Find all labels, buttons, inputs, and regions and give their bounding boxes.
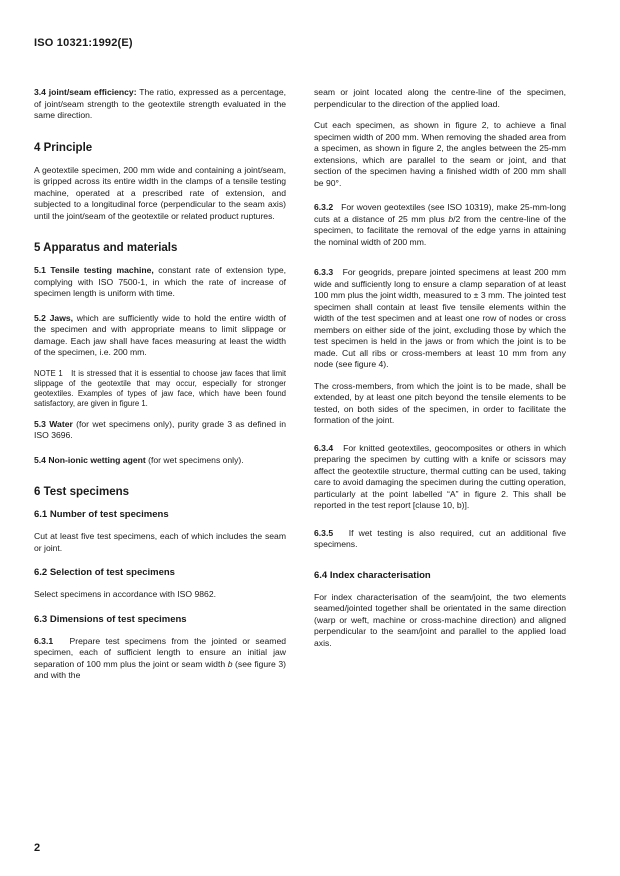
clause-6-3-3-text: For geogrids, prepare jointed specimens at least 200 mm wide and sufficiently long to ensure a clamp separation of at least 100 mm plus the joint width, measured to ± 3 mm. The jointed test specimen shall contain at least five tensile elements within the width of the test specimen and at least one row of nodes or cross members on either side of the joint, excluding those by which the test specimen is held in the jaws or from which the joint is to be made. Cut all ribs or cross-members at least 10 mm from any node (see figure 4).	[314, 267, 566, 369]
note-1-label: NOTE 1	[34, 368, 63, 378]
clause-6-3-3	[314, 267, 566, 371]
clause-6-3-2-var: b	[448, 213, 454, 224]
right-column	[314, 87, 566, 649]
clause-5-1-head: 5.1 Tensile testing machine,	[34, 265, 154, 275]
clause-6-3-5-text: If wet testing is also required, cut an additional five specimens.	[314, 527, 566, 549]
page-number: 2	[34, 842, 41, 854]
clause-6-3-2-head: 6.3.2	[314, 202, 334, 212]
heading-selection-of-specimens: 6.2 Selection of test specimens	[34, 567, 175, 578]
principle-text: A geotextile specimen, 200 mm wide and containing a joint/seam, is gripped across its entire width in the clamps of a tensile testing machine, operated at a prescribed rate of extension, and subjected to a longitudinal force (perpendicular to the seam axis) until the joint/seam of the geotextile or related product ruptures.	[34, 164, 286, 221]
clause-6-3-1-text-b: (see figure 3) and with the	[34, 658, 287, 680]
clause-6-3-1	[34, 636, 286, 682]
clause-6-2-text: Select specimens in accordance with ISO 9862.	[34, 589, 216, 599]
clause-6-3-4	[314, 443, 566, 512]
note-1	[34, 369, 286, 409]
clause-6-3-3-head: 6.3.3	[314, 267, 334, 277]
page-header: ISO 10321:1992(E)	[34, 37, 133, 49]
heading-principle: 4 Principle	[34, 141, 93, 154]
heading-number-of-specimens: 6.1 Number of test specimens	[34, 509, 169, 520]
clause-5-4	[34, 455, 286, 467]
heading-test-specimens: 6 Test specimens	[34, 486, 130, 498]
heading-apparatus: 5 Apparatus and materials	[34, 242, 178, 254]
clause-5-3-head: 5.3 Water	[34, 418, 73, 429]
clause-6-3-2	[314, 202, 566, 248]
heading-index-characterisation: 6.4 Index characterisation	[314, 569, 431, 581]
clause-5-4-text: (for wet specimens only).	[148, 454, 244, 465]
clause-6-3-1-head: 6.3.1	[34, 635, 54, 646]
clause-5-3	[34, 419, 286, 442]
note-1-text: It is stressed that it is essential to choose jaw faces that limit slippage of the geotextile that may occur, especially for stronger geotextiles. Examples of types of jaw face, which have been found satisfactory, are given in figure 1.	[34, 368, 286, 408]
clause-5-3-text: (for wet specimens only), purity grade 3 as defined in ISO 3696.	[34, 418, 286, 440]
cross-members-text: The cross-members, from which the joint is to be made, shall be extended, by at least one pitch beyond the tensile elements to be tested, on both sides of the specimen, in order to facilitate the formation of the joint.	[314, 380, 566, 425]
clause-6-4-text: For index characterisation of the seam/joint, the two elements seamed/jointed together shall be orientated in the same direction (warp or weft, machine or cross-machine direction) and aligned perpendicular to the seam/joint and parallel to the applied load axis.	[314, 591, 566, 648]
clause-5-2-text: which are sufficiently wide to hold the entire width of the specimen and with appropriate means to limit slippage or damage. Each jaw shall have faces measuring at least the width of the specimen, i.e. 200 mm.	[34, 312, 286, 357]
clause-3-4-term: joint/seam efficiency:	[48, 87, 137, 97]
clause-6-3-2-text-b: /2 from the centre-line of the specimen, to facilitate the removal of the edge yarns in attaining the nominal width of 200 mm.	[314, 213, 566, 247]
clause-5-4-head: 5.4 Non-ionic wetting agent	[34, 454, 146, 465]
clause-6-3-5-head: 6.3.5	[314, 527, 334, 538]
clause-6-3-4-text: For knitted geotextiles, geocomposites or others in which preparing the specimen by cutting with a knife or scissors may affect the geotextile structure, thermal cutting can be used, taking care to avoid damaging the specimen during the cutting operation, particularly at the point labelled “A” in figure 2. This shall be reported in the test report [clause 10, b)].	[314, 442, 566, 510]
clause-3-4	[34, 87, 286, 122]
clause-6-3-5	[314, 528, 566, 551]
clause-6-3-2-text-a: For woven geotextiles (see ISO 10319), make 25-mm-long cuts at a distance of 25 mm plus	[314, 202, 567, 224]
clause-3-4-text: The ratio, expressed as a percentage, of joint/seam strength to the geotextile strength evaluated in the same direction.	[34, 87, 286, 120]
clause-5-2	[34, 313, 286, 359]
clause-6-3-1-var: b	[227, 658, 233, 669]
clause-5-1-text: constant rate of extension type, complying with ISO 7500-1, in which the rate of increase of specimen length is uniform with time.	[34, 265, 287, 298]
clause-6-1-text: Cut at least five test specimens, each of which includes the seam or joint.	[34, 531, 286, 553]
clause-6-3-4-head: 6.3.4	[314, 442, 334, 453]
clause-3-4-number: 3.4	[34, 87, 46, 97]
heading-dimensions-of-specimens: 6.3 Dimensions of test specimens	[34, 613, 187, 625]
continued-text: seam or joint located along the centre-line of the specimen, perpendicular to the direction of the applied load.	[314, 87, 566, 109]
left-column	[34, 87, 286, 682]
cut-specimen-text: Cut each specimen, as shown in figure 2, to achieve a final specimen width of 200 mm. When removing the shaded area from a specimen, as shown in figure 2, the angles between the 25-mm extensions, which are parallel to the seam or joint, and that section of the specimen having a finished width of 200 mm shall be 90°.	[314, 120, 566, 188]
clause-6-3-1-text-a: Prepare test specimens from the jointed or seamed specimen, each of sufficient length to ensure an initial jaw separation of 100 mm plus the joint or seam width	[34, 635, 287, 669]
clause-5-2-head: 5.2 Jaws,	[34, 312, 74, 323]
clause-5-1	[34, 265, 286, 300]
